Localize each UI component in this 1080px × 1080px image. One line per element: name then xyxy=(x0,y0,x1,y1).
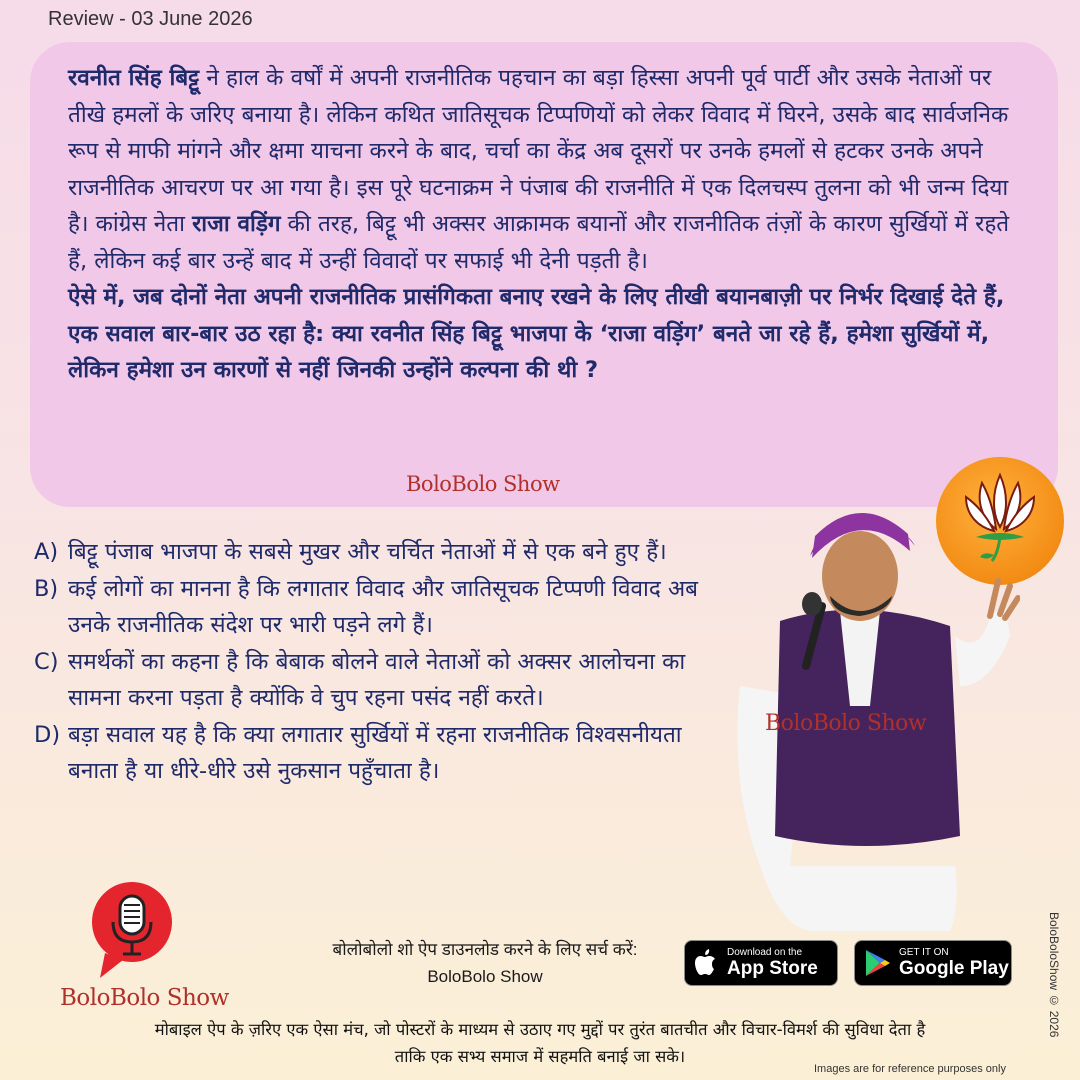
footer-text xyxy=(30,1016,1050,1070)
google-play-icon xyxy=(865,949,891,977)
politician-name-2: राजा वड़िंग xyxy=(192,211,281,237)
review-date: Review - 03 June 2026 xyxy=(48,8,253,30)
option-b[interactable] xyxy=(34,571,734,644)
option-text: समर्थकों का कहना है कि बेबाक बोलने वाले नेताओं को अक्सर आलोचना का सामना करना पड़ता है क्योंकि वे चुप रहना पसंद नहीं करते। xyxy=(68,648,686,711)
disclaimer: Images are for reference purposes only xyxy=(814,1063,1006,1075)
app-store-label: App Store xyxy=(727,958,818,979)
option-a[interactable] xyxy=(34,534,734,571)
footer-line-1: मोबाइल ऐप के ज़रिए एक ऐसा मंच, जो पोस्टरों के माध्यम से उठाए गए मुद्दों पर तुरंत बातचीत और विचार-विमर्श की सुविधा देता है xyxy=(154,1020,926,1039)
option-text: कई लोगों का मानना है कि लगातार विवाद और जातिसूचक टिप्पणी विवाद अब उनके राजनीतिक संदेश पर भारी पड़ने लगे हैं। xyxy=(68,575,699,638)
app-store-button[interactable] xyxy=(684,940,838,986)
download-line-2: BoloBolo Show xyxy=(427,967,543,986)
google-play-button[interactable] xyxy=(854,940,1012,986)
brand-name: BoloBolo Show xyxy=(60,985,229,1011)
option-letter: D) xyxy=(34,721,61,748)
google-play-label: Google Play xyxy=(899,958,1009,979)
side-credit: BoloBoloShow © 2026 xyxy=(1047,912,1061,1038)
option-text: बिट्टू पंजाब भाजपा के सबसे मुखर और चर्चित नेताओं में से एक बने हुए हैं। xyxy=(68,539,667,565)
option-letter: A) xyxy=(34,539,59,565)
option-text: बड़ा सवाल यह है कि क्या लगातार सुर्खियों में रहना राजनीतिक विश्वसनीयता बनाता है या धीरे-धीरे उसे नुकसान पहुँचाता है। xyxy=(68,721,682,784)
option-d[interactable] xyxy=(34,717,734,790)
option-letter: B) xyxy=(34,575,59,602)
article-box xyxy=(30,42,1058,507)
article-text-b: की तरह, बिट्टू भी अक्सर आक्रामक बयानों और राजनीतिक तंज़ों के कारण सुर्खियों में रहते हैं, लेकिन कई बार उन्हें बाद में उन्हीं विवादों पर सफाई भी देनी पड़ती है। xyxy=(68,211,1010,274)
watermark-text: BoloBolo Show xyxy=(406,472,560,496)
article-question: ऐसे में, जब दोनों नेता अपनी राजनीतिक प्रासंगिकता बनाए रखने के लिए तीखी बयानबाज़ी पर निर्भर दिखाई देते हैं, एक सवाल बार-बार उठ रहा है: क्या रवनीत सिंह बिट्टू भाजपा के ‘राजा वड़िंग’ बनते जा रहे हैं, हमेशा सुर्खियों में, लेकिन हमेशा उन कारणों से नहीं जिनकी उन्होंने कल्पना की थी ? xyxy=(68,284,1005,383)
politician-photo xyxy=(720,486,1020,931)
download-instructions xyxy=(300,936,670,990)
microphone-icon xyxy=(85,878,180,983)
watermark-text-2: BoloBolo Show xyxy=(765,711,927,736)
options-list xyxy=(34,534,734,790)
article-paragraph xyxy=(68,60,1022,279)
option-c[interactable] xyxy=(34,644,734,717)
download-line-1: बोलोबोलो शो ऐप डाउनलोड करने के लिए सर्च करें: xyxy=(332,940,638,959)
article-text-a: ने हाल के वर्षों में अपनी राजनीतिक पहचान का बड़ा हिस्सा अपनी पूर्व पार्टी और उसके नेताओं पर तीखे हमलों के जरिए बनाया है। लेकिन कथित जातिसूचक टिप्पणियों को लेकर विवाद में घिरने, उसके बाद सार्वजनिक रूप से माफी मांगने और क्षमा याचना करने के बाद, चर्चा का केंद्र अब दूसरों पर उनके हमलों से हटकर उनके अपने राजनीतिक आचरण पर आ गया है। इस पूरे घटनाक्रम ने पंजाब की राजनीति में एक दिलचस्प तुलना को भी जन्म दिया है। कांग्रेस नेता xyxy=(68,65,1009,237)
app-store-small-label: Download on the xyxy=(727,947,803,958)
apple-icon xyxy=(695,949,719,977)
footer-line-2: ताकि एक सभ्य समाज में सहमति बनाई जा सके। xyxy=(394,1047,686,1066)
option-letter: C) xyxy=(34,648,59,675)
politician-name: रवनीत सिंह बिट्टू xyxy=(68,65,200,91)
google-play-small-label: GET IT ON xyxy=(899,947,949,958)
